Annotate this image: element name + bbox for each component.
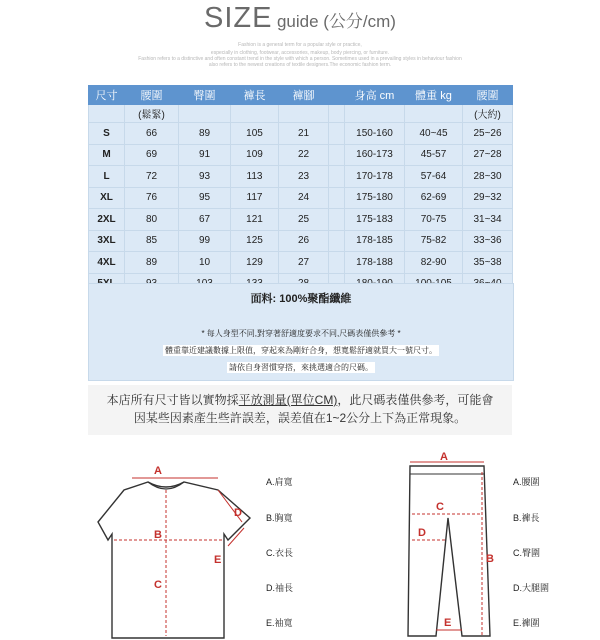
- table-cell: [329, 166, 345, 188]
- table-cell: 109: [231, 144, 279, 166]
- table-cell: [329, 230, 345, 252]
- table-row: [89, 187, 513, 209]
- title-sub: guide (公分/cm): [276, 12, 396, 31]
- table-cell: 22: [279, 144, 329, 166]
- table-subheader-row: [89, 105, 513, 123]
- table-cell: 62-69: [405, 187, 463, 209]
- tshirt-outline: [98, 482, 250, 638]
- pants-diagram: [400, 452, 500, 640]
- table-cell: 3XL: [89, 230, 125, 252]
- tagline-1: Fashion is a general term for a popular style or practice,: [238, 42, 362, 48]
- table-cell: 99: [179, 230, 231, 252]
- shirt-label-a: A.肩寬: [266, 477, 293, 487]
- table-cell: [231, 105, 279, 123]
- pants-label-d: D.大腿圍: [513, 583, 550, 593]
- table-cell: 25: [279, 209, 329, 231]
- table-cell: [179, 105, 231, 123]
- table-cell: [329, 187, 345, 209]
- table-cell: [89, 105, 125, 123]
- table-cell: 70-75: [405, 209, 463, 231]
- letter-e: E: [214, 554, 222, 566]
- table-cell: 125: [231, 230, 279, 252]
- table-header-row: [89, 86, 513, 105]
- table-cell: 175-180: [345, 187, 405, 209]
- table-cell: 27~28: [463, 144, 513, 166]
- table-cell: 67: [179, 209, 231, 231]
- letter-b: B: [486, 553, 494, 565]
- table-row: [89, 166, 513, 188]
- table-cell: 24: [279, 187, 329, 209]
- letter-d: D: [418, 527, 426, 539]
- table-cell: 身高 cm: [345, 86, 405, 105]
- table-cell: 170-178: [345, 166, 405, 188]
- tshirt-collar: [148, 482, 184, 489]
- table-cell: 23: [279, 166, 329, 188]
- table-cell: 85: [125, 230, 179, 252]
- letter-e: E: [444, 617, 452, 629]
- table-cell: 69: [125, 144, 179, 166]
- page-title: [0, 2, 600, 35]
- pants-outline: [408, 466, 490, 636]
- tshirt-diagram: [92, 462, 262, 640]
- table-cell: 95: [179, 187, 231, 209]
- table-cell: [329, 144, 345, 166]
- notes-box: [88, 283, 514, 381]
- table-cell: 尺寸: [89, 86, 125, 105]
- pants-label-e: E.褲圍: [513, 618, 540, 628]
- table-cell: (鬆緊): [125, 105, 179, 123]
- letter-c: C: [436, 501, 444, 513]
- table-cell: 褲腳: [279, 86, 329, 105]
- note-line-1: * 每人身型不同,對穿著舒適度要求不同,尺碼表僅供參考 *: [201, 329, 401, 338]
- table-cell: M: [89, 144, 125, 166]
- table-cell: XL: [89, 187, 125, 209]
- table-cell: 89: [125, 252, 179, 274]
- pants-label-a: A.腰圍: [513, 477, 540, 487]
- disclaimer-box: [88, 385, 512, 435]
- table-cell: 28~30: [463, 166, 513, 188]
- table-cell: 89: [179, 123, 231, 145]
- table-cell: 40~45: [405, 123, 463, 145]
- letter-b: B: [154, 529, 162, 541]
- table-cell: 93: [179, 166, 231, 188]
- shirt-label-d: D.袖長: [266, 583, 294, 593]
- tagline-4: also refers to the newest creations of textile designers.The economic fashion term.: [208, 62, 392, 68]
- table-cell: 27: [279, 252, 329, 274]
- letter-c: C: [154, 579, 162, 591]
- table-cell: 4XL: [89, 252, 125, 274]
- table-cell: 57-64: [405, 166, 463, 188]
- table-cell: 150-160: [345, 123, 405, 145]
- size-table: [88, 85, 513, 313]
- pants-label-c: C.臀圍: [513, 548, 541, 558]
- table-cell: 178-185: [345, 230, 405, 252]
- table-cell: 178-188: [345, 252, 405, 274]
- table-cell: 76: [125, 187, 179, 209]
- fabric-note: 面料: 100%聚酯纖維: [250, 293, 352, 305]
- letter-a: A: [440, 452, 448, 463]
- table-cell: 35~38: [463, 252, 513, 274]
- letter-a: A: [154, 465, 162, 477]
- table-cell: [329, 86, 345, 105]
- letter-d: D: [234, 507, 242, 519]
- table-row: [89, 144, 513, 166]
- table-cell: 129: [231, 252, 279, 274]
- table-cell: [279, 105, 329, 123]
- table-cell: 160-173: [345, 144, 405, 166]
- table-cell: 121: [231, 209, 279, 231]
- table-cell: [329, 209, 345, 231]
- tagline-3: Fashion refers to a distinctive and often constant trend in the style with which a person. Sometimes used in a prevailing styles in behaviour fashion: [138, 56, 462, 62]
- table-cell: (大約): [463, 105, 513, 123]
- table-cell: 10: [179, 252, 231, 274]
- table-cell: 腰圍: [463, 86, 513, 105]
- table-cell: 2XL: [89, 209, 125, 231]
- disclaimer-1b: ，此尺碼表僅供參考，可能會: [337, 393, 494, 407]
- table-cell: 91: [179, 144, 231, 166]
- table-cell: 33~36: [463, 230, 513, 252]
- table-cell: 29~32: [463, 187, 513, 209]
- table-cell: 75-82: [405, 230, 463, 252]
- table-cell: 45-57: [405, 144, 463, 166]
- note-line-2-text: 體重靠近建議數據上限值，穿起來為剛好合身，想寬鬆舒適就買大一號尺寸。: [165, 346, 437, 355]
- table-cell: [329, 252, 345, 274]
- table-cell: S: [89, 123, 125, 145]
- table-row: [89, 123, 513, 145]
- table-cell: 21: [279, 123, 329, 145]
- title-big: SIZE: [204, 2, 273, 34]
- disclaimer-line-2: 因某些因素產生些許誤差，誤差值在1~2公分上下為正常現象。: [133, 411, 467, 425]
- table-cell: 褲長: [231, 86, 279, 105]
- table-row: [89, 252, 513, 274]
- table-cell: L: [89, 166, 125, 188]
- disclaimer-1a: 本店所有尺寸皆以實物採: [106, 393, 239, 407]
- table-cell: [405, 105, 463, 123]
- pants-label-b: B.褲長: [513, 513, 540, 523]
- disclaimer-1u: 平放測量(單位CM): [238, 393, 338, 407]
- table-cell: 82-90: [405, 252, 463, 274]
- table-cell: 臀圍: [179, 86, 231, 105]
- table-cell: 113: [231, 166, 279, 188]
- table-cell: 72: [125, 166, 179, 188]
- note-line-3-text: 請依自身習慣穿搭，來挑選適合的尺碼。: [229, 363, 373, 372]
- shirt-label-b: B.胸寬: [266, 513, 293, 523]
- disclaimer-line-1: [88, 385, 512, 409]
- table-cell: 175-183: [345, 209, 405, 231]
- table-cell: [345, 105, 405, 123]
- table-row: [89, 209, 513, 231]
- table-cell: 80: [125, 209, 179, 231]
- table-cell: 26: [279, 230, 329, 252]
- table-cell: 腰圍: [125, 86, 179, 105]
- table-cell: 25~26: [463, 123, 513, 145]
- shirt-label-e: E.袖寬: [266, 618, 293, 628]
- table-cell: [329, 105, 345, 123]
- table-cell: 31~34: [463, 209, 513, 231]
- note-line-2: [89, 345, 513, 356]
- table-cell: 66: [125, 123, 179, 145]
- table-cell: [329, 123, 345, 145]
- tagline-2: especially in clothing, footwear, accessories, makeup, body piercing, or furniture.: [210, 50, 390, 56]
- shirt-label-c: C.衣長: [266, 548, 294, 558]
- table-row: [89, 230, 513, 252]
- note-line-3: [89, 362, 513, 373]
- table-cell: 105: [231, 123, 279, 145]
- table-cell: 117: [231, 187, 279, 209]
- table-cell: 體重 kg: [405, 86, 463, 105]
